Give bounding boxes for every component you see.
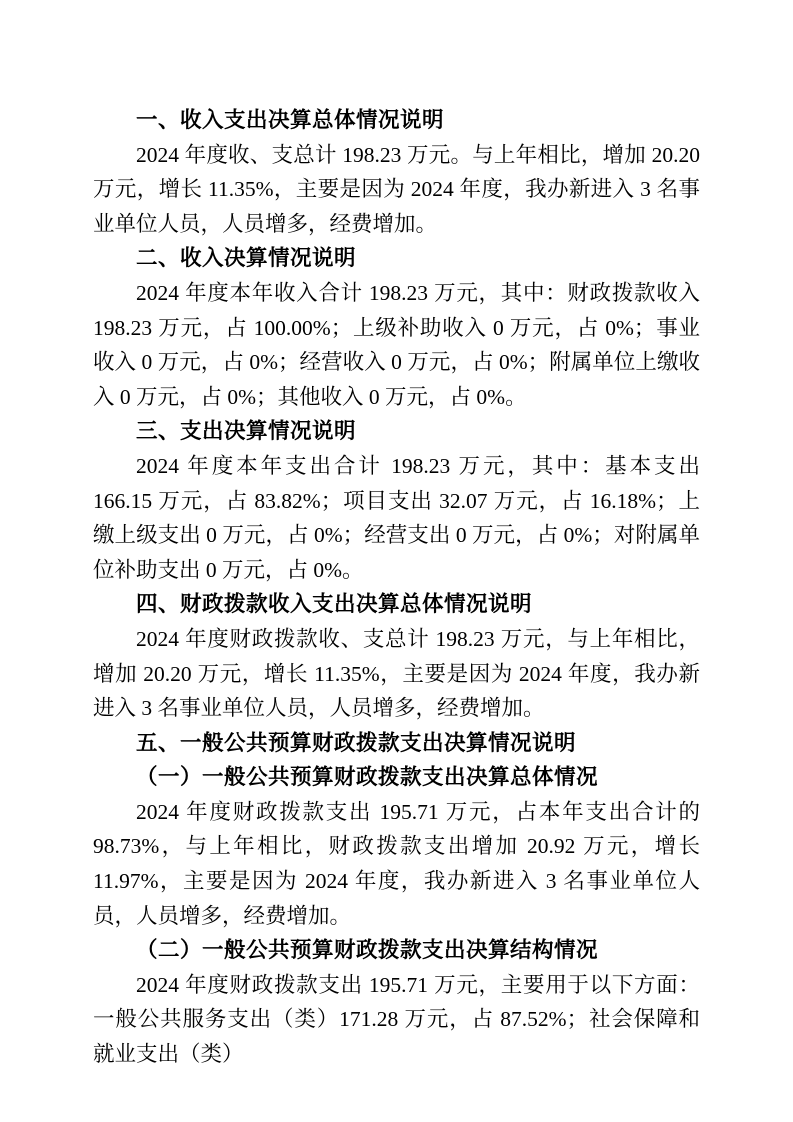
section-4-paragraph: 2024 年度财政拨款收、支总计 198.23 万元，与上年相比，增加 20.20 万元，增长 11.35%，主要是因为 2024 年度，我办新进入 3 名事业单位人员，人员增多，经费增加。	[93, 626, 700, 721]
section-3-heading: 三、支出决算情况说明	[136, 419, 357, 444]
section-5-subsection-2-paragraph: 2024 年度财政拨款支出 195.71 万元，主要用于以下方面：一般公共服务支出（类）171.28 万元，占 87.52%；社会保障和就业支出（类）	[93, 972, 700, 1067]
section-3-paragraph: 2024 年度本年支出合计 198.23 万元，其中：基本支出 166.15 万元，占 83.82%；项目支出 32.07 万元，占 16.18%；上缴上级支出 0 万元，占 0%；经营支出 0 万元，占 0%；对附属单位补助支出 0 万元，占 0%。	[93, 453, 700, 582]
section-5-heading: 五、一般公共预算财政拨款支出决算情况说明	[136, 730, 577, 755]
section-4-heading: 四、财政拨款收入支出决算总体情况说明	[136, 592, 533, 617]
section-2-paragraph: 2024 年度本年收入合计 198.23 万元，其中：财政拨款收入 198.23 万元，占 100.00%；上级补助收入 0 万元，占 0%；事业收入 0 万元，占 0%；经营收入 0 万元，占 0%；附属单位上缴收入 0 万元，占 0%；其他收入 0 万元，占 0%。	[93, 280, 700, 409]
section-5-subsection-1-heading: （一）一般公共预算财政拨款支出决算总体情况	[136, 765, 599, 790]
section-5-subsection-1-paragraph: 2024 年度财政拨款支出 195.71 万元，占本年支出合计的 98.73%，与上年相比，财政拨款支出增加 20.92 万元，增长 11.97%，主要是因为 2024 年度，我办新进入 3 名事业单位人员，人员增多，经费增加。	[93, 799, 700, 928]
section-1-heading: 一、收入支出决算总体情况说明	[136, 108, 445, 132]
section-2-heading: 二、收入决算情况说明	[136, 246, 357, 271]
section-5-subsection-2-heading: （二）一般公共预算财政拨款支出决算结构情况	[136, 938, 599, 963]
section-1-paragraph: 2024 年度收、支总计 198.23 万元。与上年相比，增加 20.20 万元，增长 11.35%，主要是因为 2024 年度，我办新进入 3 名事业单位人员，人员增多，经费增加。	[93, 142, 700, 236]
